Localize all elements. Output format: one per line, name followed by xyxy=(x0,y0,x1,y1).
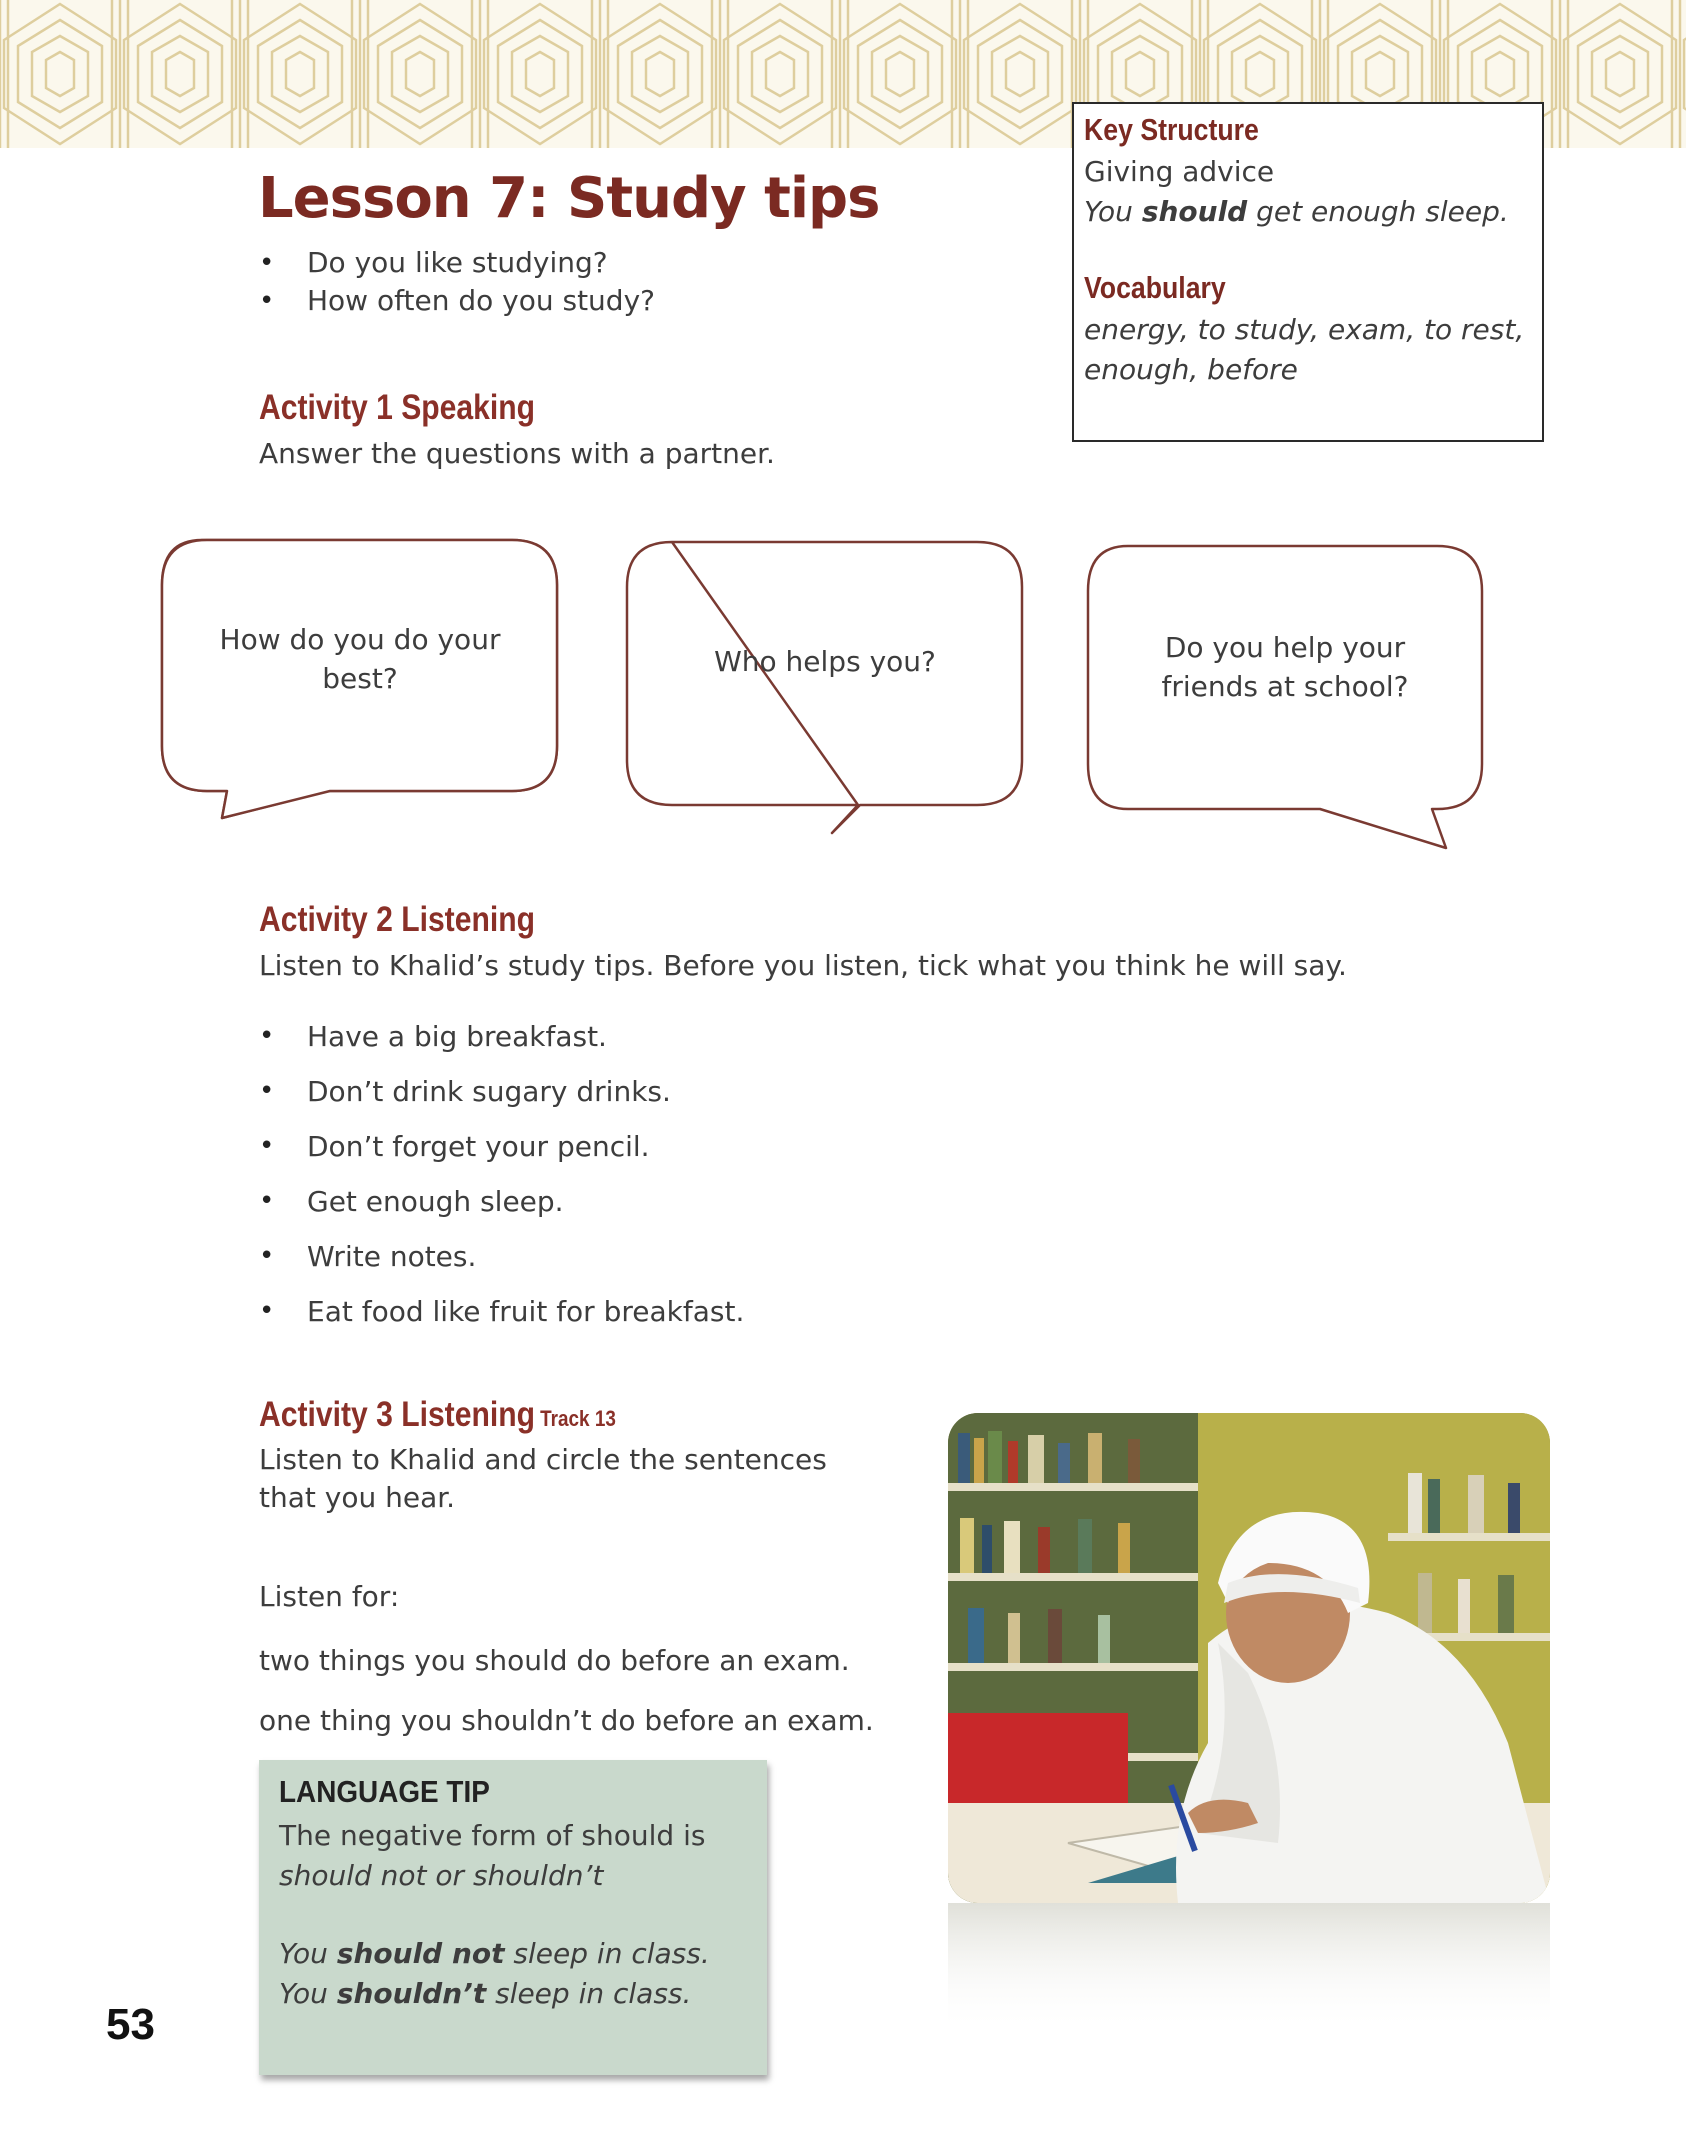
speech-bubble-text-1: How do you do your best? xyxy=(219,623,501,695)
listen-for-point: one thing you shouldn’t do before an exam. xyxy=(259,1704,874,1737)
tip-item: • Write notes. xyxy=(259,1229,1159,1284)
listen-for-label: Listen for: xyxy=(259,1580,400,1613)
intro-question: • Do you like studying? xyxy=(259,244,959,282)
language-tip-example: You should not sleep in class. xyxy=(279,1937,710,1970)
speech-bubble-middle-outline xyxy=(627,542,1022,833)
vocabulary-line: energy, to study, exam, to rest, xyxy=(1084,313,1525,346)
activity1-heading: Activity 1 Speaking xyxy=(259,388,536,427)
intro-question: • How often do you study? xyxy=(259,282,959,320)
page-number: 53 xyxy=(106,2000,155,2049)
language-tip-heading: LANGUAGE TIP xyxy=(279,1774,490,1809)
tip-item: • Get enough sleep. xyxy=(259,1174,1159,1229)
activity2-heading: Activity 2 Listening xyxy=(259,900,535,939)
lesson-title: Lesson 7: Study tips xyxy=(258,166,880,231)
activity3-instruction: Listen to Khalid and circle the sentences that you hear. xyxy=(259,1443,827,1514)
track-label: Track 13 xyxy=(540,1406,616,1431)
language-tip-example: You shouldn’t sleep in class. xyxy=(279,1977,692,2010)
activity2-tip-list xyxy=(259,1009,1159,1339)
speech-bubble-text-2: Who helps you? xyxy=(714,645,936,678)
activity3-heading: Activity 3 Listening Track 13 xyxy=(259,1395,616,1434)
language-tip-box xyxy=(259,1760,767,2075)
vocabulary-line: enough, before xyxy=(1084,353,1298,386)
speech-bubbles-final xyxy=(0,0,1686,900)
vocabulary-heading: Vocabulary xyxy=(1084,270,1226,305)
tip-item: • Eat food like fruit for breakfast. xyxy=(259,1284,1159,1339)
language-tip-line: should not or shouldn’t xyxy=(279,1859,604,1892)
listen-for-point: two things you should do before an exam. xyxy=(259,1644,850,1677)
key-structure-label: Giving advice xyxy=(1084,155,1275,188)
key-structure-heading: Key Structure xyxy=(1084,112,1259,147)
key-structure-example: You should get enough sleep. xyxy=(1084,195,1509,228)
activity2-instruction: Listen to Khalid’s study tips. Before you listen, tick what you think he will say. xyxy=(259,949,1347,982)
language-tip-line: The negative form of should is xyxy=(279,1819,706,1852)
activity1-instruction: Answer the questions with a partner. xyxy=(259,437,775,470)
tip-item: • Don’t forget your pencil. xyxy=(259,1119,1159,1174)
tip-item: • Don’t drink sugary drinks. xyxy=(259,1064,1159,1119)
speech-bubble-text-3: Do you help your friends at school? xyxy=(1161,631,1409,703)
student-studying-photo xyxy=(948,1413,1550,2033)
tip-item: • Have a big breakfast. xyxy=(259,1009,1159,1064)
